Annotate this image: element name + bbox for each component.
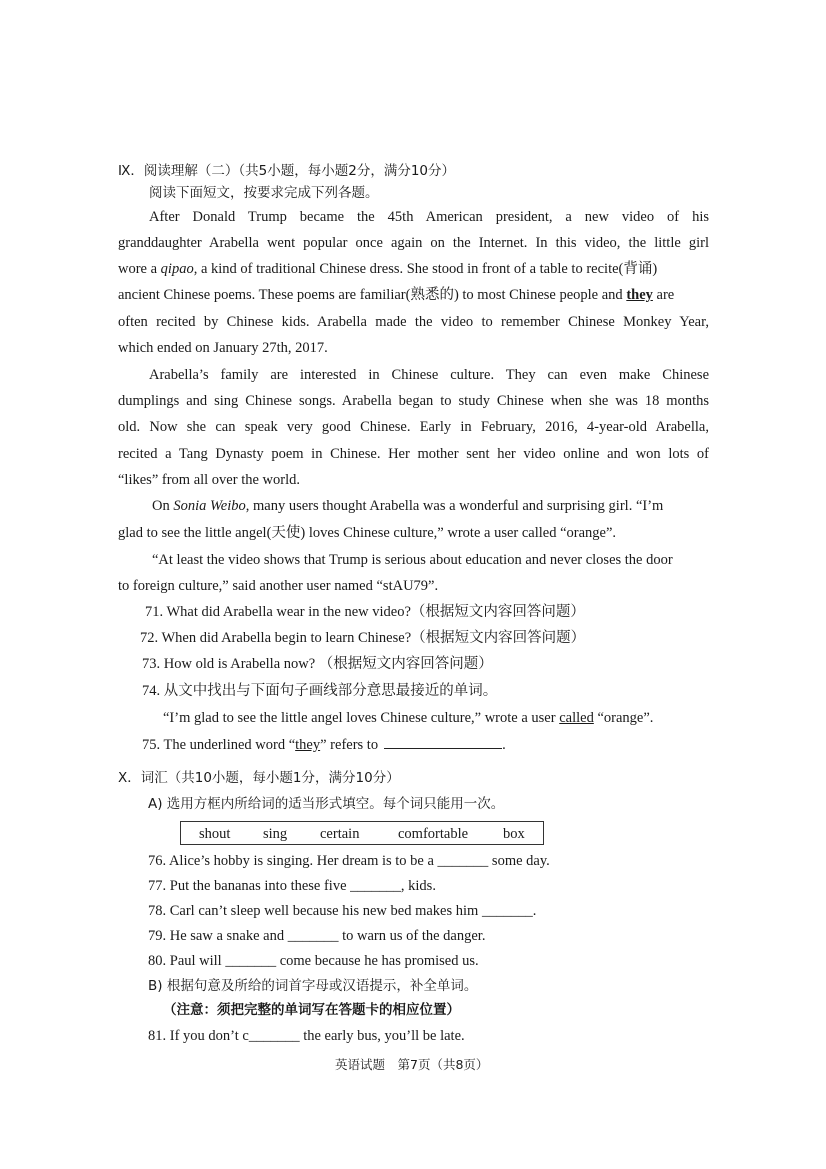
passage-line: “At least the video shows that Trump is serious about education and never closes the door [152, 552, 673, 568]
section-9-instruction: 阅读下面短文，按要求完成下列各题。 [149, 185, 379, 201]
passage-line: ancient Chinese poems. These poems are familiar(熟悉的) to most Chinese people and they are [118, 287, 675, 303]
word-box-item: certain [320, 826, 360, 842]
answer-blank[interactable] [384, 734, 502, 749]
question-77: 77. Put the bananas into these five _______, kids. [148, 878, 436, 894]
question-71: 71. What did Arabella wear in the new video?（根据短文内容回答问题） [145, 604, 585, 620]
question-81: 81. If you don’t c_______ the early bus, you’ll be late. [148, 1028, 465, 1044]
passage-line: glad to see the little angel(天使) loves Chinese culture,” wrote a user called “orange”. [118, 525, 617, 541]
sonia-weibo-term: Sonia Weibo [173, 498, 246, 514]
question-79: 79. He saw a snake and _______ to warn us of the danger. [148, 928, 486, 944]
word-box-item: comfortable [398, 826, 469, 842]
passage-line: Arabella’s family are interested in Chinese culture. They can even make Chinese [149, 367, 709, 383]
passage-line: dumplings and sing Chinese songs. Arabella began to study Chinese when she was 18 months [118, 393, 709, 409]
underlined-they-ref: they [295, 737, 321, 753]
passage-line: wore a qipao, a kind of traditional Chinese dress. She stood in front of a table to recite(背诵) [118, 261, 658, 277]
question-78: 78. Carl can’t sleep well because his new bed makes him _______. [148, 903, 537, 919]
question-74-sentence: “I’m glad to see the little angel loves Chinese culture,” wrote a user called “orange”. [163, 710, 654, 726]
word-box-item: shout [199, 826, 231, 842]
question-73: 73. How old is Arabella now? （根据短文内容回答问题） [142, 656, 493, 672]
underlined-they: they [626, 287, 653, 303]
section-9-heading: Ⅸ．阅读理解（二）（共5小题，每小题2分，满分10分） [118, 163, 455, 179]
passage-line: which ended on January 27th, 2017. [118, 340, 328, 356]
passage-line: often recited by Chinese kids. Arabella made the video to remember Chinese Monkey Year, [118, 314, 709, 330]
passage-line: recited a Tang Dynasty poem in Chinese. Her mother sent her video online and won lots of [118, 446, 709, 462]
passage-line: On Sonia Weibo, many users thought Arabella was a wonderful and surprising girl. “I’m [152, 498, 664, 514]
question-72: 72. When did Arabella begin to learn Chinese?（根据短文内容回答问题） [140, 630, 586, 646]
word-box-item: box [503, 826, 525, 842]
word-box-item: sing [263, 826, 288, 842]
qipao-term: qipao [160, 261, 194, 277]
section-10-heading: Ⅹ．词汇（共10小题，每小题1分，满分10分） [118, 770, 400, 786]
page-footer: 英语试题 第7页（共8页） [335, 1057, 489, 1072]
underlined-called: called [559, 710, 594, 726]
passage-line: to foreign culture,” said another user named “stAU79”. [118, 578, 439, 594]
passage-line: “likes” from all over the world. [118, 472, 300, 488]
question-80: 80. Paul will _______ come because he has promised us. [148, 953, 479, 969]
question-76: 76. Alice’s hobby is singing. Her dream is to be a _______ some day. [148, 853, 550, 869]
answer-note: （注意：须把完整的单词写在答题卡的相应位置） [163, 1002, 460, 1018]
word-box [180, 821, 544, 845]
part-b-instruction: B) 根据句意及所给的词首字母或汉语提示，补全单词。 [148, 978, 478, 994]
passage-line: granddaughter Arabella went popular once again on the Internet. In this video, the little girl [118, 235, 709, 251]
question-75: 75. The underlined word “they” refers to . [142, 734, 506, 755]
question-74: 74. 从文中找出与下面句子画线部分意思最接近的单词。 [142, 683, 498, 699]
part-a-instruction: A) 选用方框内所给词的适当形式填空。每个词只能用一次。 [148, 796, 505, 812]
passage-line: old. Now she can speak very good Chinese. Early in February, 2016, 4-year-old Arabella, [118, 419, 709, 435]
passage-line: After Donald Trump became the 45th American president, a new video of his [149, 209, 709, 225]
